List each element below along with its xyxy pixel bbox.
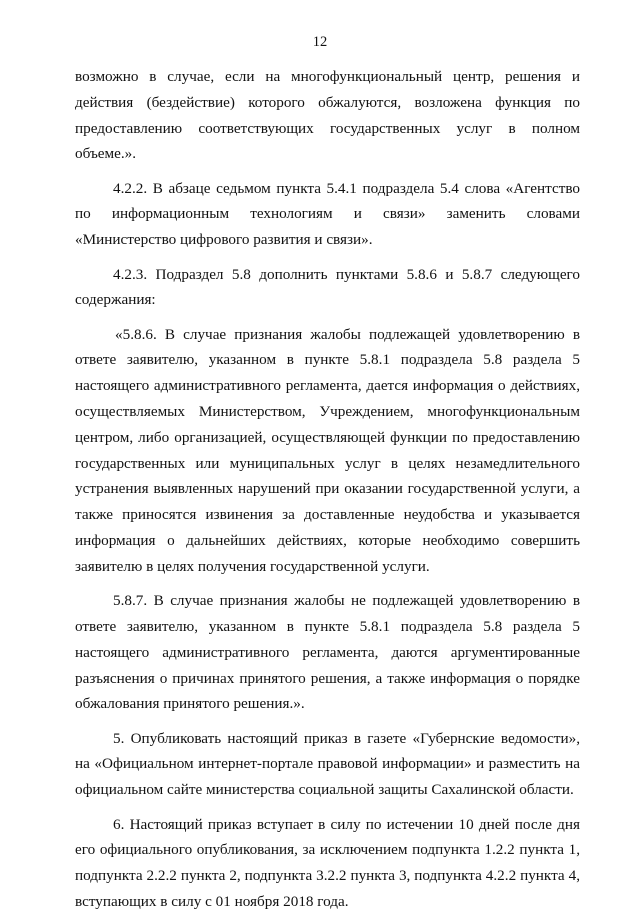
page-number: 12 [312, 34, 328, 50]
paragraph-5-8-7: 5.8.7. В случае признания жалобы не подлежащей удовлетворению в ответе заявителю, указанном в пункте 5.8.1 подраздела 5.8 раздела 5 настоящего административного регламента, даются аргументированные разъяснения о причинах принятого решения, а также информация о порядке обжалования принятого решения.». [75, 592, 580, 713]
paragraph-5: 5. Опубликовать настоящий приказ в газете «Губернские ведомости», на «Официальном интернет-портале правовой информации» и разместить на официальном сайте министерства социальной защиты Сахалинской области. [75, 729, 580, 799]
paragraph-continuation: возможно в случае, если на многофункциональный центр, решения и действия (бездействие) которого обжалуются, возложена функция по предоставлению соответствующих государственных услуг в полном объеме.». [75, 68, 580, 163]
paragraph-4-2-3: 4.2.3. Подраздел 5.8 дополнить пунктами 5.8.6 и 5.8.7 следующего содержания: [75, 265, 580, 309]
paragraph-4-2-2: 4.2.2. В абзаце седьмом пункта 5.4.1 подраздела 5.4 слова «Агентство по информационным технологиям и связи» заменить словами «Министерство цифрового развития и связи». [75, 179, 580, 249]
document-body [75, 64, 580, 923]
paragraph-6: 6. Настоящий приказ вступает в силу по истечении 10 дней после дня его официального опубликования, за исключением подпункта 1.2.2 пункта 1, подпункта 2.2.2 пункта 2, подпункта 3.2.2 пункта 3, подпункта 4.2.2 пункта 4, вступающих в силу с 01 ноября 2018 года. [75, 815, 580, 910]
paragraph-5-8-6: «5.8.6. В случае признания жалобы подлежащей удовлетворению в ответе заявителю, указанном в пункте 5.8.1 подраздела 5.8 раздела 5 настоящего административного регламента, дается информация о действиях, осуществляемых Министерством, Учреждением, многофункциональным центром, либо организацией, осуществляющей функции по предоставлению государственных или муниципальных услуг в целях незамедлительного устранения выявленных нарушений при оказании государственной услуги, а также приносятся извинения за доставленные неудобства и указывается информация о дальнейших действиях, которые необходимо совершить заявителю в целях получения государственной услуги. [75, 325, 580, 575]
